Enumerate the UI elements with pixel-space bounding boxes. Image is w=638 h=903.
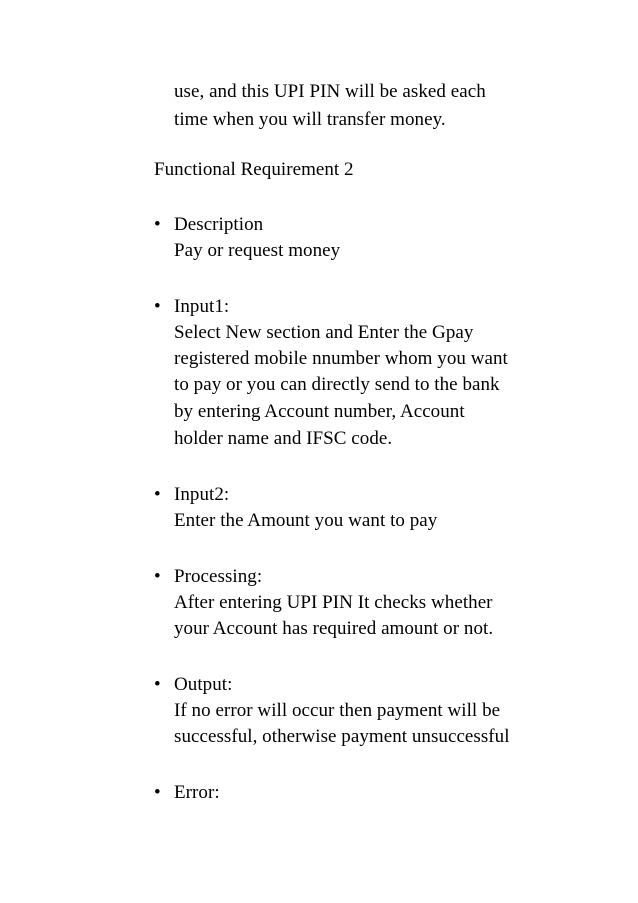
item-title: Input2:: [174, 484, 230, 505]
continuation-line: use, and this UPI PIN will be asked each: [174, 81, 486, 102]
bullet-icon: •: [154, 296, 161, 317]
bullet-icon: •: [154, 566, 161, 587]
item-line: Enter the Amount you want to pay: [174, 510, 438, 531]
item-line: by entering Account number, Account: [174, 401, 465, 422]
item-line: Pay or request money: [174, 240, 341, 261]
section-heading: Functional Requirement 2: [154, 159, 354, 180]
item-line: Select New section and Enter the Gpay: [174, 322, 474, 343]
item-title: Input1:: [174, 296, 230, 317]
item-line: registered mobile nnumber whom you want: [174, 348, 508, 369]
item-line: successful, otherwise payment unsuccessful: [174, 726, 510, 747]
item-line: After entering UPI PIN It checks whether: [174, 592, 493, 613]
continuation-line: time when you will transfer money.: [174, 109, 446, 130]
item-line: to pay or you can directly send to the bank: [174, 374, 500, 395]
item-line: If no error will occur then payment will be: [174, 700, 501, 721]
item-title: Error:: [174, 782, 220, 803]
item-title: Output:: [174, 674, 233, 695]
bullet-icon: •: [154, 674, 161, 695]
bullet-icon: •: [154, 214, 161, 235]
bullet-icon: •: [154, 484, 161, 505]
item-line: holder name and IFSC code.: [174, 428, 393, 449]
item-title: Description: [174, 214, 264, 235]
item-line: your Account has required amount or not.: [174, 618, 494, 639]
bullet-icon: •: [154, 782, 161, 803]
item-title: Processing:: [174, 566, 263, 587]
